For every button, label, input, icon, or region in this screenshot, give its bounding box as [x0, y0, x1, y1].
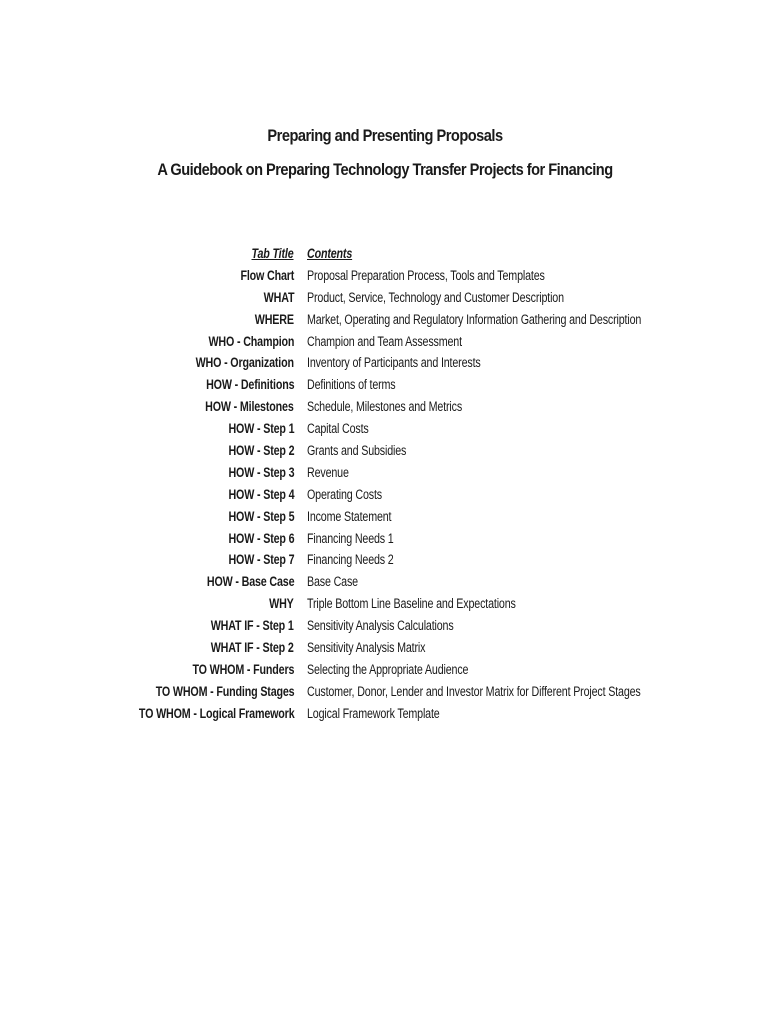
toc-contents-cell	[307, 352, 524, 374]
toc-contents-cell	[307, 681, 724, 703]
toc-tab-title: HOW - Milestones	[205, 399, 294, 415]
toc-contents-text: Income Statement	[307, 508, 392, 524]
toc-tab-cell	[94, 615, 294, 637]
toc-contents-cell	[307, 374, 418, 396]
toc-row	[0, 549, 770, 571]
toc-tab-cell	[94, 396, 294, 418]
table-of-contents	[0, 243, 770, 725]
toc-tab-title: TO WHOM - Logical Framework	[138, 705, 294, 721]
toc-contents-text: Product, Service, Technology and Customer Description	[307, 289, 564, 305]
toc-tab-title: HOW - Step 2	[228, 443, 294, 459]
toc-row	[0, 637, 770, 659]
toc-tab-cell	[94, 265, 294, 287]
toc-header-row	[0, 243, 770, 265]
toc-contents-cell	[307, 549, 415, 571]
toc-row	[0, 265, 770, 287]
toc-tab-title: WHAT	[263, 289, 294, 305]
toc-tab-cell	[94, 571, 294, 593]
toc-contents-cell	[307, 703, 473, 725]
toc-tab-cell	[94, 528, 294, 550]
toc-contents-cell	[307, 309, 725, 331]
toc-contents-text: Inventory of Participants and Interests	[307, 355, 481, 371]
toc-row	[0, 440, 770, 462]
toc-contents-cell	[307, 571, 371, 593]
toc-row	[0, 484, 770, 506]
toc-contents-text: Market, Operating and Regulatory Information Gathering and Description	[307, 311, 642, 327]
toc-tab-title: HOW - Base Case	[206, 574, 294, 590]
toc-contents-cell	[307, 506, 412, 528]
toc-contents-cell	[307, 462, 359, 484]
toc-row	[0, 396, 770, 418]
toc-row	[0, 703, 770, 725]
toc-row	[0, 352, 770, 374]
title-block	[0, 124, 770, 182]
toc-header-tab-cell	[94, 243, 294, 265]
toc-contents-text: Customer, Donor, Lender and Investor Matrix for Different Project Stages	[307, 683, 641, 699]
toc-tab-cell	[94, 287, 294, 309]
toc-contents-text: Operating Costs	[307, 486, 383, 502]
toc-contents-text: Definitions of terms	[307, 377, 396, 393]
toc-row	[0, 528, 770, 550]
toc-contents-cell	[307, 593, 568, 615]
toc-contents-cell	[307, 637, 455, 659]
toc-tab-cell	[94, 331, 294, 353]
toc-row	[0, 659, 770, 681]
toc-tab-title: Flow Chart	[240, 267, 294, 283]
toc-row	[0, 571, 770, 593]
toc-tab-title: HOW - Step 3	[228, 464, 294, 480]
toc-row	[0, 287, 770, 309]
toc-contents-text: Proposal Preparation Process, Tools and Templates	[307, 267, 545, 283]
toc-header-contents-cell	[307, 243, 363, 265]
toc-contents-cell	[307, 615, 490, 637]
toc-row	[0, 615, 770, 637]
toc-row	[0, 309, 770, 331]
toc-contents-cell	[307, 331, 501, 353]
toc-contents-cell	[307, 265, 604, 287]
toc-tab-title: WHERE	[254, 311, 294, 327]
toc-contents-text: Champion and Team Assessment	[307, 333, 462, 349]
toc-contents-cell	[307, 418, 384, 440]
toc-tab-cell	[94, 659, 294, 681]
toc-tab-title: HOW - Step 5	[228, 508, 294, 524]
toc-contents-text: Financing Needs 1	[307, 530, 394, 546]
toc-tab-title: WHO - Champion	[208, 333, 294, 349]
toc-contents-text: Logical Framework Template	[307, 705, 440, 721]
toc-tab-cell	[94, 484, 294, 506]
toc-row	[0, 462, 770, 484]
toc-tab-cell	[94, 352, 294, 374]
toc-row	[0, 506, 770, 528]
toc-contents-text: Financing Needs 2	[307, 552, 394, 568]
toc-tab-cell	[94, 374, 294, 396]
toc-tab-title: WHAT IF - Step 1	[211, 618, 294, 634]
toc-contents-text: Capital Costs	[307, 421, 369, 437]
toc-contents-text: Grants and Subsidies	[307, 443, 407, 459]
toc-tab-title: WHO - Organization	[195, 355, 294, 371]
toc-contents-text: Sensitivity Analysis Matrix	[307, 640, 426, 656]
toc-row	[0, 593, 770, 615]
toc-tab-title: HOW - Step 4	[228, 486, 294, 502]
toc-contents-text: Base Case	[307, 574, 358, 590]
toc-contents-text: Revenue	[307, 464, 349, 480]
toc-tab-title: HOW - Step 1	[228, 421, 294, 437]
toc-tab-title: HOW - Step 6	[228, 530, 294, 546]
toc-tab-title: WHAT IF - Step 2	[211, 640, 294, 656]
toc-tab-cell	[94, 440, 294, 462]
toc-tab-title: TO WHOM - Funders	[192, 661, 294, 677]
toc-tab-cell	[94, 309, 294, 331]
toc-contents-cell	[307, 440, 431, 462]
toc-contents-cell	[307, 528, 415, 550]
toc-row	[0, 418, 770, 440]
toc-row	[0, 681, 770, 703]
toc-tab-cell	[94, 593, 294, 615]
toc-header-contents: Contents	[307, 246, 353, 261]
toc-contents-text: Schedule, Milestones and Metrics	[307, 399, 463, 415]
toc-tab-cell	[94, 506, 294, 528]
toc-row	[0, 374, 770, 396]
document-subtitle: A Guidebook on Preparing Technology Transfer Projects for Financing	[157, 160, 613, 179]
toc-tab-cell	[94, 462, 294, 484]
toc-tab-cell	[94, 418, 294, 440]
toc-tab-title: WHY	[269, 596, 294, 612]
toc-tab-cell	[94, 681, 294, 703]
toc-contents-text: Triple Bottom Line Baseline and Expectations	[307, 596, 516, 612]
toc-tab-cell	[94, 703, 294, 725]
toc-contents-cell	[307, 287, 628, 309]
document-title: Preparing and Presenting Proposals	[267, 126, 503, 145]
toc-contents-text: Selecting the Appropriate Audience	[307, 661, 469, 677]
toc-tab-title: TO WHOM - Funding Stages	[155, 683, 294, 699]
toc-tab-title: HOW - Step 7	[228, 552, 294, 568]
toc-header-tab-title: Tab Title	[251, 246, 294, 261]
toc-tab-title: HOW - Definitions	[205, 377, 294, 393]
toc-tab-cell	[94, 549, 294, 571]
toc-tab-cell	[94, 637, 294, 659]
toc-contents-cell	[307, 484, 401, 506]
toc-contents-cell	[307, 396, 501, 418]
toc-contents-text: Sensitivity Analysis Calculations	[307, 618, 454, 634]
toc-rows	[0, 265, 770, 725]
toc-contents-cell	[307, 659, 509, 681]
toc-row	[0, 331, 770, 353]
